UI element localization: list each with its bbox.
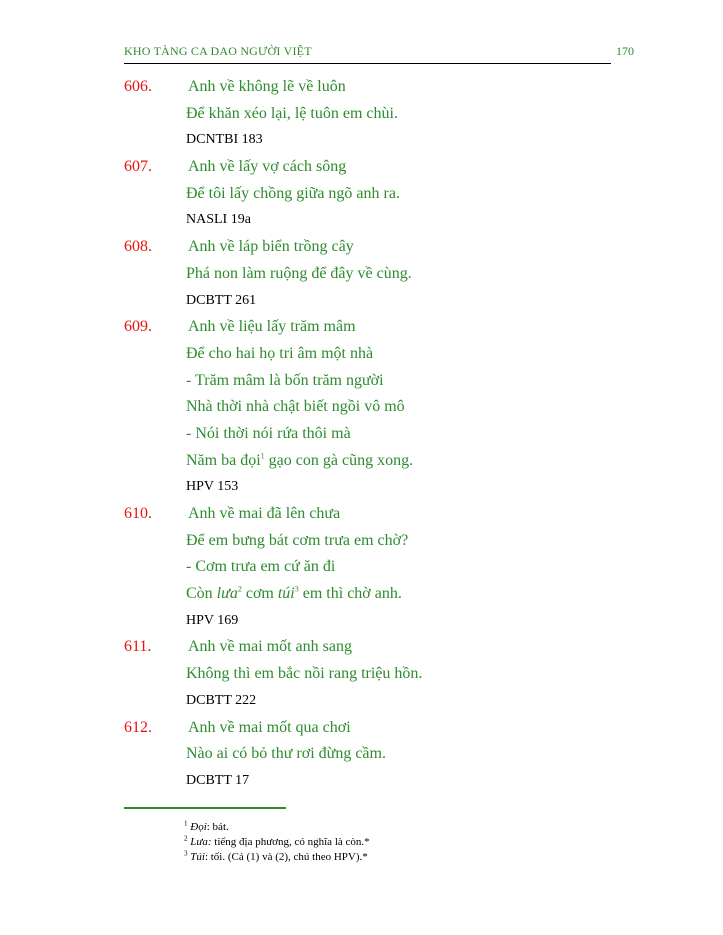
entry-number: 610.	[124, 505, 152, 522]
footnotes	[184, 820, 604, 865]
footnote-marker: 3	[294, 584, 299, 594]
verse-line: Anh về mai đã lên chưa	[188, 505, 341, 522]
verse-line: Để khăn xéo lại, lệ tuôn em chùi.	[186, 104, 398, 122]
entry-611	[124, 634, 684, 714]
page-number: 170	[616, 44, 634, 58]
verse-line: Để cho hai họ tri âm một nhà	[186, 344, 374, 362]
entry-number: 608.	[124, 238, 152, 256]
verse-line: Anh về mai mốt qua chơi	[188, 718, 351, 736]
entry-606	[124, 74, 684, 154]
verse-line	[186, 581, 402, 608]
source-ref: HPV 153	[186, 479, 239, 495]
verse-text: cơm	[245, 585, 274, 603]
footnote	[184, 820, 604, 835]
book-title: KHO TÀNG CA DAO NGƯỜI VIỆT	[124, 44, 312, 58]
verse-line: Anh về láp biển trồng cây	[188, 238, 354, 256]
verse-line: Không thì em bắc nồi rang triệu hồn.	[186, 665, 423, 683]
entry-number: 606.	[124, 78, 152, 95]
running-header	[124, 44, 634, 64]
verse-line: Để em bưng bát cơm trưa em chờ?	[186, 531, 409, 549]
verse-line: Anh về không lẽ về luôn	[188, 78, 346, 95]
footnote-term: Lưa:	[190, 836, 212, 848]
source-ref: NASLI 19a	[186, 212, 251, 228]
footnote-term: Túi	[190, 851, 205, 863]
verse-text: gạo con gà cũng xong.	[268, 451, 414, 469]
entry-607	[124, 154, 684, 234]
entry-number: 607.	[124, 158, 152, 176]
verse-line: Nhà thời nhà chật biết ngồi vô mô	[186, 398, 405, 416]
verse-line: - Trăm mâm là bốn trăm người	[186, 371, 384, 389]
entry-609	[124, 314, 684, 501]
verse-line	[186, 448, 413, 475]
verse-line: Nào ai có bỏ thư rơi đừng cầm.	[186, 745, 386, 763]
footnote-mark: 2	[184, 834, 188, 843]
footnote	[184, 835, 604, 850]
footnote-text: : tối. (Cả (1) và (2), chú theo HPV).*	[204, 851, 368, 863]
verse-line: Để tôi lấy chồng giữa ngõ anh ra.	[186, 184, 400, 202]
source-ref: DCBTT 17	[186, 772, 250, 788]
footnote-marker: 2	[237, 584, 242, 594]
footnote-mark: 1	[184, 819, 188, 828]
entry-number: 609.	[124, 318, 152, 336]
entry-608	[124, 234, 684, 314]
verse-term: lưa	[216, 585, 238, 603]
entry-number: 611.	[124, 638, 152, 656]
verse-text: Năm ba đọi	[186, 451, 261, 469]
footnote-mark: 3	[184, 849, 188, 858]
footnote-text: tiếng địa phương, có nghĩa là còn.*	[211, 836, 370, 848]
entry-610	[124, 501, 684, 634]
footnote	[184, 850, 604, 865]
verse-text: Còn	[186, 585, 213, 603]
source-ref: HPV 169	[186, 612, 239, 628]
entry-612	[124, 715, 684, 795]
verse-term: túi	[277, 585, 295, 603]
verse-line: Anh về lấy vợ cách sông	[188, 158, 347, 176]
verse-line: - Cơm trưa em cứ ăn đi	[186, 558, 336, 576]
verse-line: Anh về liệu lấy trăm mâm	[188, 318, 356, 336]
verse-line: Phá non làm ruộng để đây về cùng.	[186, 264, 412, 282]
entry-number: 612.	[124, 718, 152, 736]
verse-text: em thì chờ anh.	[302, 585, 402, 603]
source-ref: DCBTT 222	[186, 692, 257, 708]
verse-line: Anh về mai mốt anh sang	[188, 638, 352, 656]
verse-line: - Nói thời nói rứa thôi mà	[186, 424, 351, 442]
footnote-marker: 1	[260, 451, 265, 461]
entry-list	[124, 74, 684, 795]
source-ref: DCNTBI 183	[186, 132, 263, 148]
footnote-text: : bát.	[206, 821, 229, 833]
header-rule	[124, 63, 611, 64]
source-ref: DCBTT 261	[186, 292, 257, 308]
footnote-rule	[124, 807, 286, 809]
footnote-term: Đọi	[190, 821, 207, 833]
